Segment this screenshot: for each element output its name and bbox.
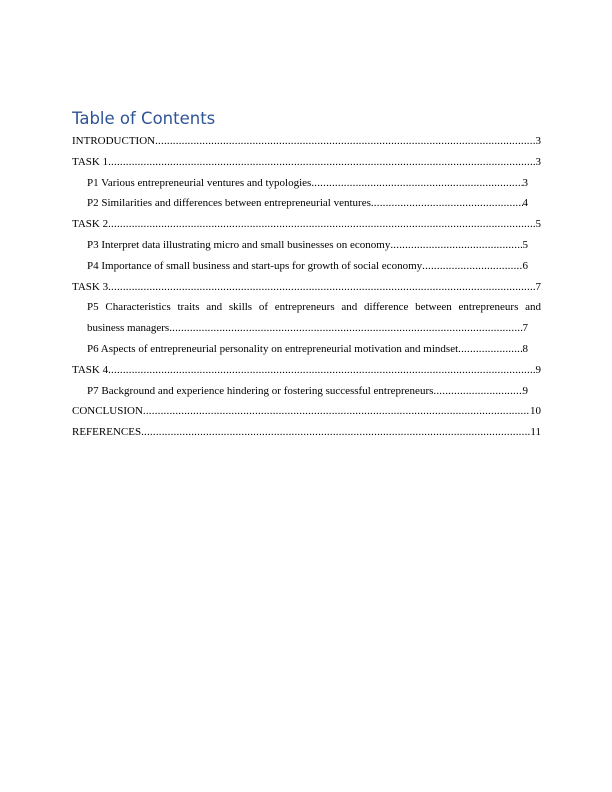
toc-entry-label: TASK 1 (72, 155, 109, 168)
toc-entry-task-2[interactable] (72, 214, 541, 235)
toc-entry-page: 5 (522, 238, 528, 251)
toc-entry-page: 3 (522, 176, 528, 189)
toc-entry-page: 7 (535, 280, 541, 293)
toc-entry-p1[interactable] (72, 173, 541, 194)
toc-entry-page: 8 (522, 342, 528, 355)
toc-entry-label: P6 Aspects of entrepreneurial personality on entrepreneurial motivation and mindset (87, 342, 459, 355)
toc-entry-references[interactable] (72, 422, 541, 443)
toc-entry-task-1[interactable] (72, 152, 541, 173)
toc-entry-label: P1 Various entrepreneurial ventures and typologies (87, 176, 312, 189)
toc-entry-label: TASK 2 (72, 218, 109, 231)
toc-entry-label: P7 Background and experience hindering or fostering successful entrepreneurs (87, 384, 434, 397)
dot-leader (169, 318, 522, 339)
dot-leader (155, 131, 535, 152)
toc-entry-page: 9 (522, 384, 528, 397)
toc-entry-p6[interactable] (72, 339, 541, 360)
toc-entry-page: 6 (522, 259, 528, 272)
toc-entry-page: 5 (535, 218, 541, 231)
toc-entry-label: business managers (87, 322, 170, 335)
toc-entry-page: 11 (530, 426, 541, 439)
toc-entry-p2[interactable] (72, 193, 541, 214)
toc-entry-p3[interactable] (72, 235, 541, 256)
toc-entry-label: TASK 4 (72, 363, 109, 376)
toc-entry-label: P2 Similarities and differences between entrepreneurial ventures (87, 197, 371, 210)
toc-entry-page: 10 (530, 405, 541, 418)
dot-leader (141, 422, 530, 443)
toc-entry-introduction[interactable] (72, 131, 541, 152)
toc-entry-task-3[interactable] (72, 277, 541, 298)
dot-leader (433, 381, 522, 402)
dot-leader (108, 152, 535, 173)
table-of-contents (72, 108, 541, 443)
toc-entry-p5-line-1[interactable]: P5 Characteristics traits and skills of entrepreneurs and difference between entrepreneurs and (87, 301, 541, 314)
dot-leader (311, 173, 522, 194)
dot-leader (108, 214, 535, 235)
toc-entry-page: 7 (522, 322, 528, 335)
dot-leader (108, 360, 535, 381)
dot-leader (422, 256, 522, 277)
dot-leader (458, 339, 522, 360)
toc-entry-label: INTRODUCTION (72, 135, 156, 147)
toc-entry-conclusion[interactable] (72, 401, 541, 422)
toc-entry-p7[interactable] (72, 381, 541, 402)
toc-entry-page: 9 (535, 363, 541, 376)
toc-title: Table of Contents (72, 109, 216, 128)
toc-entry-label: REFERENCES (72, 426, 142, 439)
toc-entry-page: 4 (522, 197, 528, 210)
toc-entry-label: TASK 3 (72, 280, 109, 293)
toc-entry-page: 3 (535, 155, 541, 168)
toc-entry-task-4[interactable] (72, 360, 541, 381)
toc-entry-label: CONCLUSION (72, 405, 143, 418)
dot-leader (108, 277, 535, 298)
toc-entry-label: P4 Importance of small business and start-ups for growth of social economy (87, 259, 423, 272)
toc-entry-p5[interactable] (72, 318, 541, 339)
dot-leader (371, 193, 523, 214)
dot-leader (390, 235, 522, 256)
dot-leader (143, 401, 530, 422)
toc-entry-page: 3 (535, 135, 541, 147)
toc-entry-label: P3 Interpret data illustrating micro and small businesses on economy (87, 238, 391, 251)
toc-entry-p4[interactable] (72, 256, 541, 277)
